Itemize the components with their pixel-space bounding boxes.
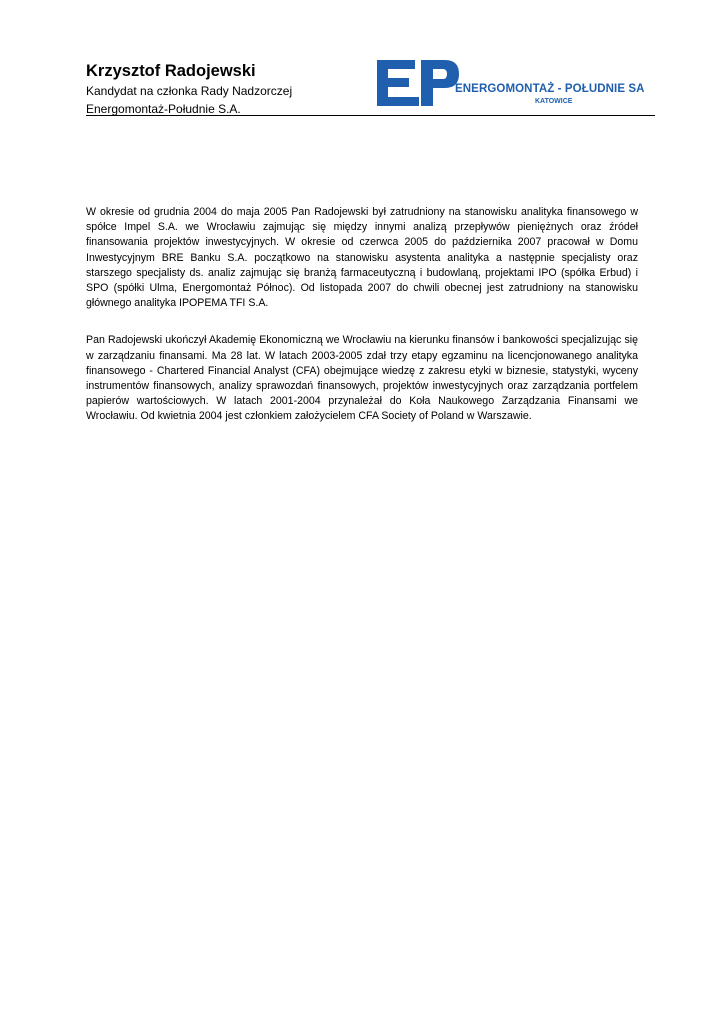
biography-paragraph-career: W okresie od grudnia 2004 do maja 2005 Pan Radojewski był zatrudniony na stanowisku analityka finansowego w spółce Impel S.A. we Wrocławiu zajmując się między innymi analizą przepływów pieniężnych oraz źródeł finansowania projektów inwestycyjnych. W okresie od czerwca 2005 do października 2007 pracował w Domu Inwestycyjnym BRE Banku S.A. początkowo na stanowisku asystenta analityka a następnie specjalisty oraz starszego specjalisty ds. analiz zajmując się branżą farmaceutyczną i budowlaną, projektami IPO (spółka Erbud) i SPO (spółki Ulma, Energomontaż Północ). Od listopada 2007 do chwili obecnej jest zatrudniony na stanowisku głównego analityka IPOPEMA TFI S.A. — [86, 206, 638, 310]
logo-city: KATOWICE — [535, 98, 573, 105]
candidate-heading — [86, 60, 376, 118]
logo-company-name: ENERGOMONTAŻ - POŁUDNIE SA — [455, 83, 645, 95]
ep-logo-icon — [377, 60, 459, 106]
biography-paragraph-education: Pan Radojewski ukończył Akademię Ekonomiczną we Wrocławiu na kierunku finansów i bankowości specjalizując się w zarządzaniu finansami. Ma 28 lat. W latach 2003-2005 zdał trzy etapy egzaminu na licencjonowanego analityka finansowego - Chartered Financial Analyst (CFA) obejmujące wiedzę z zakresu etyki w biznesie, statystyki, wyceny instrumentów finansowych, analizy sprawozdań finansowych, projektów inwestycyjnych oraz zarządzania portfelem papierów wartościowych. W latach 2001-2004 przynależał do Koła Naukowego Zarządzania Finansami we Wrocławiu. Od kwietnia 2004 jest członkiem założycielem CFA Society of Poland w Warszawie. — [86, 334, 638, 423]
header-divider — [86, 115, 655, 116]
company-logo — [377, 60, 657, 110]
biography — [86, 205, 638, 425]
document-header — [86, 60, 655, 118]
company-name: Energomontaż-Południe S.A. — [86, 102, 241, 116]
candidate-name: Krzysztof Radojewski — [86, 62, 256, 80]
candidate-role: Kandydat na członka Rady Nadzorczej — [86, 84, 293, 98]
